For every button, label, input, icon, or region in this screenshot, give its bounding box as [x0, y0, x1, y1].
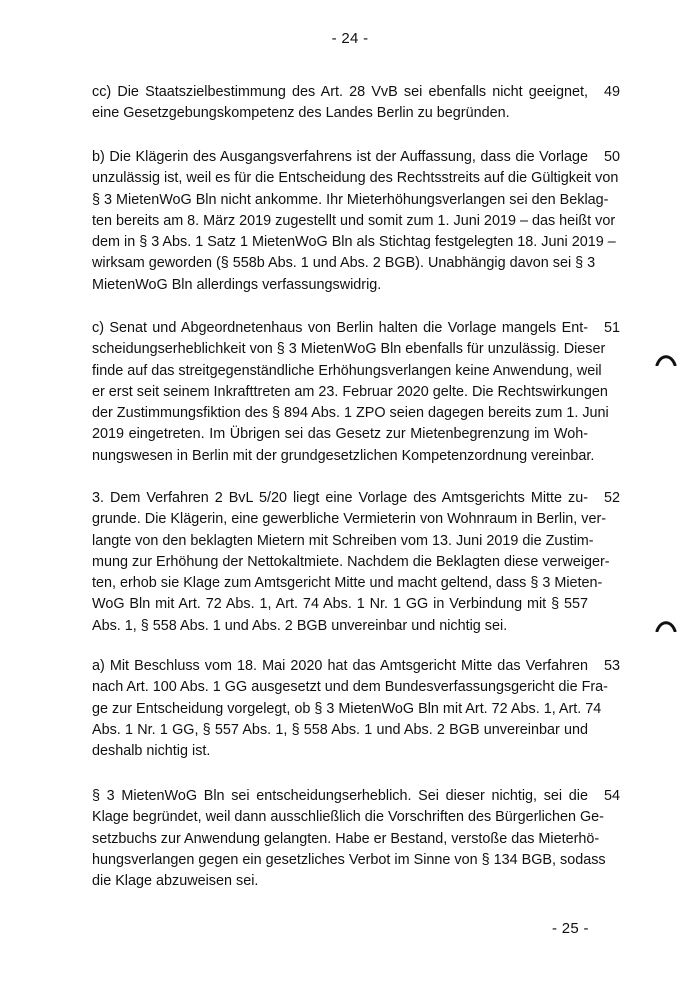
paragraph-line: c) Senat und Abgeordnetenhaus von Berlin halten die Vorlage mangels Ent-: [92, 320, 588, 336]
paragraph-line: ge zur Entscheidung vorgelegt, ob § 3 MietenWoG Bln mit Art. 72 Abs. 1, Art. 74: [92, 700, 602, 717]
paragraph-line: grunde. Die Klägerin, eine gewerbliche Vermieterin von Wohnraum in Berlin, ver-: [92, 511, 607, 528]
paragraph-line: die Klage abzuweisen sei.: [92, 873, 259, 890]
paragraph-line: finde auf das streitgegenständliche Erhöhungsverlangen keine Anwendung, weil: [92, 362, 602, 379]
paragraph-line: unzulässig ist, weil es für die Entscheidung des Rechtsstreits auf die Gültigkeit von: [92, 170, 619, 187]
paragraph-line: ten, erhob sie Klage zum Amtsgericht Mitte und macht geltend, dass § 3 Mieten-: [92, 575, 603, 592]
paragraph-line: 3. Dem Verfahren 2 BvL 5/20 liegt eine Vorlage des Amtsgerichts Mitte zu-: [92, 490, 588, 506]
paragraph-line: mung zur Erhöhung der Nettokaltmiete. Nachdem die Beklagten diese verweiger-: [92, 553, 610, 570]
paragraph-line: cc) Die Staatszielbestimmung des Art. 28 VvB sei ebenfalls nicht geeignet,: [92, 84, 588, 100]
paragraph-line: dem in § 3 Abs. 1 Satz 1 MietenWoG Bln als Stichtag festgelegten 18. Juni 2019 –: [92, 234, 616, 251]
margin-number-52: 52: [604, 490, 621, 506]
paragraph-line: WoG Bln mit Art. 72 Abs. 1, Art. 74 Abs. 1 Nr. 1 GG in Verbindung mit § 557: [92, 596, 588, 613]
margin-number-50: 50: [604, 149, 621, 165]
paragraph-49: [92, 82, 588, 125]
paragraph-line: hungsverlangen gegen ein gesetzliches Verbot im Sinne von § 134 BGB, sodass: [92, 851, 606, 868]
paragraph-52: [92, 488, 610, 637]
page-number-footer: - 25 -: [552, 920, 589, 937]
paragraph-line: a) Mit Beschluss vom 18. Mai 2020 hat das Amtsgericht Mitte das Verfahren: [92, 658, 588, 674]
paragraph-54: [92, 786, 606, 892]
paragraph-line: eine Gesetzgebungskompetenz des Landes Berlin zu begründen.: [92, 105, 510, 122]
margin-number-49: 49: [604, 84, 621, 100]
paragraph-line: langte von den beklagten Mietern mit Schreiben vom 13. Juni 2019 die Zustim-: [92, 532, 594, 549]
paragraph-line: setzbuchs zur Anwendung gelangten. Habe er Bestand, verstoße das Mieterhö-: [92, 830, 600, 847]
paragraph-line: der Zustimmungsfiktion des § 894 Abs. 1 ZPO seien dagegen bereits zum 1. Juni: [92, 405, 609, 422]
margin-number-54: 54: [604, 788, 621, 804]
paragraph-line: Abs. 1, § 558 Abs. 1 und Abs. 2 BGB unvereinbar und nichtig sei.: [92, 617, 508, 634]
paragraph-line: wirksam geworden (§ 558b Abs. 1 und Abs. 2 BGB). Unabhängig davon sei § 3: [92, 255, 596, 272]
paragraph-line: Abs. 1 Nr. 1 GG, § 557 Abs. 1, § 558 Abs. 1 und Abs. 2 BGB unvereinbar und: [92, 721, 588, 738]
margin-number-51: 51: [604, 320, 621, 336]
paragraph-line: § 3 MietenWoG Bln nicht ankomme. Ihr Mieterhöhungsverlangen sei den Beklag-: [92, 191, 609, 208]
paragraph-line: scheidungserheblichkeit von § 3 MietenWoG Bln ebenfalls für unzulässig. Dieser: [92, 341, 606, 358]
paragraph-line: nungswesen in Berlin mit der grundgesetzlichen Kompetenzordnung vereinbar.: [92, 447, 595, 464]
margin-arc-icon: [655, 618, 677, 632]
paragraph-53: [92, 656, 608, 762]
paragraph-line: MietenWoG Bln allerdings verfassungswidrig.: [92, 276, 382, 293]
paragraph-line: ten bereits am 8. März 2019 zugestellt und somit zum 1. Juni 2019 – das heißt vor: [92, 212, 616, 229]
paragraph-line: b) Die Klägerin des Ausgangsverfahrens ist der Auffassung, dass die Vorlage: [92, 149, 588, 165]
paragraph-line: nach Art. 100 Abs. 1 GG ausgesetzt und dem Bundesverfassungsgericht die Fra-: [92, 679, 608, 696]
margin-number-53: 53: [604, 658, 621, 674]
paragraph-line: Klage begründet, weil dann ausschließlich die Vorschriften des Bürgerlichen Ge-: [92, 809, 604, 826]
paragraph-line: 2019 eingetreten. Im Übrigen sei das Gesetz zur Mietenbegrenzung im Woh-: [92, 426, 588, 443]
paragraph-line: § 3 MietenWoG Bln sei entscheidungserheblich. Sei dieser nichtig, sei die: [92, 788, 588, 804]
page-number-header: - 24 -: [331, 30, 369, 47]
paragraph-line: er erst seit seinem Inkrafttreten am 23. Februar 2020 gelte. Die Rechtswirkungen: [92, 383, 608, 400]
paragraph-line: deshalb nichtig ist.: [92, 743, 211, 760]
margin-arc-icon: [655, 352, 677, 366]
paragraph-51: [92, 318, 609, 467]
